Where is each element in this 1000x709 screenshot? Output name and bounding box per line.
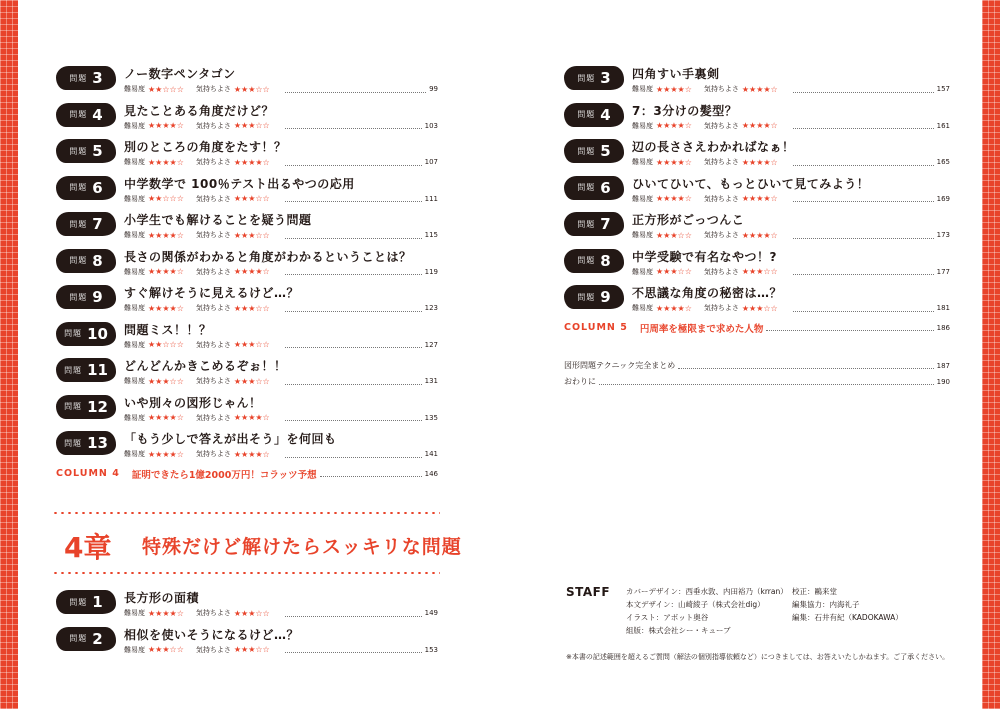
rating-row	[632, 266, 950, 278]
leader-dots	[793, 305, 934, 312]
page-number: 190	[936, 377, 950, 386]
toc-entry[interactable]	[56, 623, 438, 660]
problem-badge	[56, 627, 116, 651]
leader-dots	[599, 378, 934, 385]
rating-row	[632, 193, 950, 205]
page-number: 119	[424, 267, 438, 276]
difficulty-stars: ★★★★☆	[148, 121, 184, 130]
badge-label: 問題	[64, 329, 83, 338]
problem-number: 6	[600, 178, 611, 197]
problem-title: 不思議な角度の秘密は…？	[632, 286, 783, 300]
rating-row	[124, 448, 438, 460]
problem-title: ひいてひいて、もっとひいて見てみよう！	[632, 176, 870, 191]
pleasure-label: 気持ちよさ	[195, 450, 231, 458]
badge-label: 問題	[577, 146, 596, 156]
column-entry[interactable]	[564, 318, 950, 338]
pleasure-stars: ★★★★☆	[741, 230, 778, 240]
leader-dots	[678, 362, 933, 369]
staff-line: カバーデザイン：西垂水敦、内田裕乃（krran）	[626, 587, 788, 596]
page-number: 187	[936, 361, 950, 370]
page-number: 111	[424, 194, 438, 203]
pleasure-stars: ★★★☆☆	[233, 303, 270, 313]
leader-dots	[793, 268, 934, 275]
problem-number: 1	[92, 593, 103, 611]
pleasure-stars: ★★★☆☆	[741, 267, 778, 276]
pleasure-label: 気持ちよさ	[195, 85, 231, 93]
problem-number: 3	[600, 69, 611, 87]
pleasure-stars: ★★★☆☆	[233, 645, 270, 654]
difficulty-stars: ★★★★☆	[148, 157, 184, 167]
badge-label: 問題	[64, 402, 83, 411]
pleasure-label: 気持ちよさ	[703, 304, 739, 312]
staff-line: 編集協力：内海礼子	[792, 600, 860, 609]
pleasure-label: 気持ちよさ	[195, 158, 231, 166]
pleasure-label: 気持ちよさ	[703, 85, 739, 93]
page-number: 123	[424, 304, 438, 312]
problem-number: 8	[92, 251, 103, 270]
page-number: 127	[424, 340, 438, 349]
pleasure-stars: ★★★☆☆	[233, 121, 270, 130]
extra-entry[interactable]	[564, 358, 950, 374]
rating-row	[124, 375, 438, 387]
page-number: 115	[424, 231, 438, 239]
rating-row	[632, 120, 950, 132]
problem-title: 小学生でも解けることを疑う問題	[124, 213, 312, 227]
problem-badge	[56, 322, 116, 346]
problem-badge	[564, 285, 624, 309]
pleasure-stars: ★★★☆☆	[233, 608, 270, 618]
toc-entry[interactable]	[56, 172, 438, 209]
badge-label: 問題	[69, 219, 88, 229]
rating-row	[124, 83, 438, 95]
page-number: 141	[424, 450, 438, 458]
difficulty-label: 難易度	[124, 609, 145, 617]
pleasure-label: 気持ちよさ	[195, 413, 231, 422]
problem-title: ノー数字ペンタゴン	[124, 67, 236, 81]
badge-label: 問題	[577, 183, 596, 192]
problem-title: 相似を使いそうになるけど…？	[124, 627, 300, 642]
problem-title: 長さの関係がわかると角度がわかるということは？	[124, 249, 412, 264]
pleasure-label: 気持ちよさ	[195, 121, 231, 130]
page-number: 181	[936, 304, 950, 312]
leader-dots	[793, 232, 934, 239]
problem-number: 5	[92, 142, 103, 160]
difficulty-label: 難易度	[632, 158, 653, 166]
leader-dots	[320, 470, 422, 477]
problem-badge	[56, 358, 116, 382]
column-label: COLUMN 5	[564, 322, 628, 333]
rating-row	[124, 607, 438, 619]
difficulty-stars: ★★★★☆	[148, 230, 184, 240]
column-entry[interactable]	[56, 464, 438, 484]
problem-title: 長方形の面積	[124, 591, 200, 605]
staff-line: 編集：石井有紀（KADOKAWA）	[792, 613, 903, 622]
difficulty-label: 難易度	[124, 267, 145, 276]
leader-dots	[793, 159, 934, 166]
problem-badge	[564, 139, 624, 163]
problem-title: 別のところの角度をたす！？	[124, 140, 287, 154]
difficulty-stars: ★★★☆☆	[148, 645, 184, 654]
page-number: 99	[429, 85, 438, 93]
problem-badge	[564, 249, 624, 273]
chapter-divider-bottom	[52, 572, 440, 574]
staff-column-1	[626, 585, 788, 637]
pleasure-stars: ★★★★☆	[741, 194, 778, 203]
rating-row	[124, 266, 438, 278]
problem-number: 12	[87, 397, 108, 416]
problem-badge	[56, 103, 116, 127]
problem-number: 10	[87, 324, 108, 343]
toc-entry[interactable]	[56, 99, 438, 136]
difficulty-label: 難易度	[632, 194, 653, 203]
problem-title: 「もう少しで答えが出そう」を何回も	[124, 432, 337, 446]
pleasure-label: 気持ちよさ	[703, 194, 739, 203]
problem-number: 7	[600, 215, 611, 233]
difficulty-stars: ★★★★☆	[656, 157, 692, 167]
extra-title: おわりに	[564, 377, 596, 386]
rating-row	[124, 229, 438, 241]
problem-title: いや別々の図形じゃん！	[124, 395, 262, 410]
difficulty-stars: ★★★★☆	[148, 413, 184, 422]
page-number: 131	[424, 377, 438, 385]
badge-label: 問題	[69, 597, 88, 607]
toc-entry[interactable]	[56, 281, 438, 318]
badge-label: 問題	[577, 292, 596, 302]
problem-badge	[56, 139, 116, 163]
leader-dots	[285, 341, 422, 348]
difficulty-stars: ★★★☆☆	[656, 267, 692, 276]
toc-entry[interactable]	[564, 281, 950, 318]
page-number: 103	[424, 121, 438, 130]
pleasure-label: 気持ちよさ	[195, 194, 231, 203]
spacer	[564, 338, 950, 358]
column-title: 円周率を極限まで求めた人物	[639, 323, 764, 335]
difficulty-label: 難易度	[124, 121, 145, 130]
problem-number: 3	[92, 69, 103, 87]
toc-entry[interactable]	[56, 427, 438, 464]
problem-title: 正方形がごっつんこ	[632, 213, 745, 227]
rating-row	[632, 229, 950, 241]
problem-title: 四角すい手裏剣	[632, 67, 720, 81]
pleasure-label: 気持ちよさ	[703, 231, 739, 239]
difficulty-label: 難易度	[124, 377, 145, 385]
leader-dots	[285, 646, 422, 653]
toc-entry[interactable]	[56, 135, 438, 172]
leader-dots	[793, 122, 934, 129]
pleasure-label: 気持ちよさ	[195, 645, 231, 654]
badge-label: 問題	[577, 110, 596, 119]
problem-badge	[564, 176, 624, 200]
column-label: COLUMN 4	[56, 468, 120, 479]
rating-row	[632, 156, 950, 168]
toc-entry[interactable]	[56, 354, 438, 391]
toc-entry[interactable]	[56, 245, 438, 282]
leader-dots	[766, 324, 933, 331]
leader-dots	[285, 414, 422, 421]
staff-line: 組版：株式会社シー・キューブ	[626, 626, 731, 635]
leader-dots	[285, 451, 422, 458]
rating-row	[124, 644, 438, 656]
rating-row	[124, 302, 438, 314]
problem-title: どんどんかきこめるぞぉ！！	[124, 359, 287, 373]
pleasure-label: 気持ちよさ	[195, 340, 231, 349]
chapter-entries	[56, 586, 438, 659]
page-number: 177	[936, 267, 950, 276]
toc-left-column	[56, 62, 438, 484]
toc-entry[interactable]	[564, 245, 950, 282]
page-number: 107	[424, 158, 438, 166]
leader-dots	[285, 268, 422, 275]
staff-line: 校正：鷗来堂	[792, 587, 837, 596]
pleasure-stars: ★★★☆☆	[233, 84, 270, 94]
problem-badge	[56, 212, 116, 236]
disclaimer-note: ※本書の記述範囲を超えるご質問（解法の個別指導依頼など）につきましては、お答えいたしかねます。ご了承ください。	[566, 653, 950, 661]
badge-label: 問題	[64, 365, 83, 375]
pleasure-stars: ★★★★☆	[741, 84, 778, 94]
problem-badge	[56, 249, 116, 273]
toc-entry[interactable]	[564, 62, 950, 99]
rating-row	[124, 156, 438, 168]
problem-title: 中学数学で 100％テスト出るやつの応用	[124, 176, 355, 191]
pleasure-label: 気持ちよさ	[195, 231, 231, 239]
problem-title: すぐ解けそうに見えるけど…？	[124, 286, 300, 300]
badge-label: 問題	[69, 183, 88, 192]
chapter-heading	[52, 512, 462, 574]
difficulty-stars: ★★☆☆☆	[148, 340, 184, 349]
toc-entry[interactable]	[564, 172, 950, 209]
problem-number: 6	[92, 178, 103, 197]
leader-dots	[285, 195, 422, 202]
page-number: 173	[936, 231, 950, 239]
page-number: 135	[424, 413, 438, 422]
staff-line: 本文デザイン：山崎綾子（株式会社dig）	[626, 600, 765, 609]
pleasure-stars: ★★★★☆	[233, 267, 270, 276]
leader-dots	[285, 122, 422, 129]
pleasure-label: 気持ちよさ	[195, 304, 231, 312]
column-title: 証明できたら1億2000万円！コラッツ予想	[131, 469, 317, 481]
pleasure-label: 気持ちよさ	[195, 609, 231, 617]
pleasure-label: 気持ちよさ	[703, 267, 739, 276]
difficulty-label: 難易度	[124, 413, 145, 422]
rating-row	[124, 412, 438, 424]
page-number: 146	[424, 469, 438, 478]
leader-dots	[285, 305, 422, 312]
difficulty-label: 難易度	[632, 304, 653, 312]
pleasure-label: 気持ちよさ	[703, 121, 739, 130]
pleasure-stars: ★★★☆☆	[233, 376, 270, 386]
problem-badge	[56, 431, 116, 455]
badge-label: 問題	[69, 146, 88, 156]
left-border-strip	[0, 0, 18, 709]
problem-badge	[56, 395, 116, 419]
pleasure-label: 気持ちよさ	[195, 267, 231, 276]
difficulty-stars: ★★★★☆	[656, 121, 692, 130]
extra-entry[interactable]	[564, 374, 950, 390]
problem-number: 8	[600, 251, 611, 270]
problem-badge	[564, 66, 624, 90]
difficulty-label: 難易度	[124, 645, 145, 654]
badge-label: 問題	[69, 292, 88, 302]
page-number: 169	[936, 194, 950, 203]
leader-dots	[285, 610, 422, 617]
toc-entry[interactable]	[56, 208, 438, 245]
rating-row	[124, 339, 438, 351]
page-number: 149	[424, 609, 438, 617]
difficulty-label: 難易度	[632, 231, 653, 239]
problem-number: 4	[600, 105, 611, 124]
right-border-strip	[982, 0, 1000, 709]
toc-entry[interactable]	[564, 135, 950, 172]
rating-row	[124, 193, 438, 205]
staff-column-2	[792, 585, 903, 624]
pleasure-label: 気持ちよさ	[195, 377, 231, 385]
difficulty-label: 難易度	[124, 194, 145, 203]
chapter-divider-top	[52, 512, 440, 514]
chapter-title: 特殊だけど解けたらスッキリな問題	[142, 536, 462, 558]
rating-row	[632, 302, 950, 314]
toc-entry[interactable]	[56, 586, 438, 623]
difficulty-label: 難易度	[124, 85, 145, 93]
problem-title: 見たことある角度だけど？	[124, 103, 275, 118]
staff-label: STAFF	[566, 585, 611, 599]
chapter-number: 4章	[64, 531, 112, 564]
badge-label: 問題	[69, 634, 88, 643]
difficulty-stars: ★★★★☆	[656, 194, 692, 203]
badge-label: 問題	[69, 73, 88, 83]
pleasure-stars: ★★★☆☆	[233, 194, 270, 203]
problem-badge	[564, 103, 624, 127]
problem-number: 2	[92, 629, 103, 648]
pleasure-stars: ★★★☆☆	[741, 303, 778, 313]
leader-dots	[285, 159, 422, 166]
page-number: 153	[424, 645, 438, 654]
difficulty-label: 難易度	[124, 450, 145, 458]
page-number: 165	[936, 158, 950, 166]
leader-dots	[793, 86, 934, 93]
problem-title: 辺の長ささえわかればなぁ！	[632, 140, 795, 154]
difficulty-stars: ★★★★☆	[148, 303, 184, 313]
extra-title: 図形問題テクニック完全まとめ	[564, 361, 676, 370]
problem-badge	[56, 66, 116, 90]
difficulty-label: 難易度	[124, 158, 145, 166]
leader-dots	[285, 232, 422, 239]
difficulty-label: 難易度	[632, 267, 653, 276]
difficulty-stars: ★★★★☆	[148, 449, 184, 459]
pleasure-stars: ★★★☆☆	[233, 230, 270, 240]
problem-number: 9	[92, 288, 103, 306]
problem-badge	[564, 212, 624, 236]
difficulty-label: 難易度	[632, 85, 653, 93]
problem-number: 11	[87, 361, 108, 379]
leader-dots	[793, 195, 934, 202]
badge-label: 問題	[69, 110, 88, 119]
pleasure-stars: ★★★★☆	[741, 157, 778, 167]
problem-badge	[56, 590, 116, 614]
toc-entry[interactable]	[56, 318, 438, 355]
difficulty-label: 難易度	[124, 304, 145, 312]
page-number: 161	[936, 121, 950, 130]
problem-number: 7	[92, 215, 103, 233]
toc-entry[interactable]	[56, 62, 438, 99]
difficulty-stars: ★★★☆☆	[656, 230, 692, 240]
difficulty-stars: ★★★★☆	[656, 84, 692, 94]
pleasure-stars: ★★★★☆	[233, 449, 270, 459]
problem-title: 問題ミス！！？	[124, 322, 212, 337]
page-number: 157	[936, 85, 950, 93]
pleasure-stars: ★★★☆☆	[233, 340, 270, 349]
pleasure-stars: ★★★★☆	[233, 157, 270, 167]
leader-dots	[285, 378, 422, 385]
toc-right-column	[564, 62, 950, 390]
badge-label: 問題	[64, 438, 83, 448]
difficulty-stars: ★★★★☆	[656, 303, 692, 313]
difficulty-stars: ★★☆☆☆	[148, 84, 184, 94]
pleasure-label: 気持ちよさ	[703, 158, 739, 166]
toc-entry[interactable]	[56, 391, 438, 428]
difficulty-label: 難易度	[124, 340, 145, 349]
pleasure-stars: ★★★★☆	[741, 121, 778, 130]
pleasure-stars: ★★★★☆	[233, 413, 270, 422]
badge-label: 問題	[69, 256, 88, 265]
problem-badge	[56, 176, 116, 200]
difficulty-stars: ★★★★☆	[148, 267, 184, 276]
problem-number: 9	[600, 288, 611, 306]
badge-label: 問題	[577, 256, 596, 265]
problem-number: 13	[87, 434, 108, 452]
problem-title: 中学受験で有名なやつ！?	[632, 249, 777, 264]
toc-entry[interactable]	[564, 208, 950, 245]
problem-badge	[56, 285, 116, 309]
badge-label: 問題	[577, 219, 596, 229]
difficulty-stars: ★★★☆☆	[148, 376, 184, 386]
page-number: 186	[936, 323, 950, 332]
difficulty-label: 難易度	[124, 231, 145, 239]
problem-number: 5	[600, 142, 611, 160]
problem-title: 7：3分けの髪型？	[632, 103, 738, 118]
toc-entry[interactable]	[564, 99, 950, 136]
staff-line: イラスト：アボット奥谷	[626, 613, 709, 622]
difficulty-stars: ★★☆☆☆	[148, 194, 184, 203]
rating-row	[632, 83, 950, 95]
badge-label: 問題	[577, 73, 596, 83]
problem-number: 4	[92, 105, 103, 124]
leader-dots	[285, 86, 426, 93]
difficulty-label: 難易度	[632, 121, 653, 130]
difficulty-stars: ★★★★☆	[148, 608, 184, 618]
rating-row	[124, 120, 438, 132]
